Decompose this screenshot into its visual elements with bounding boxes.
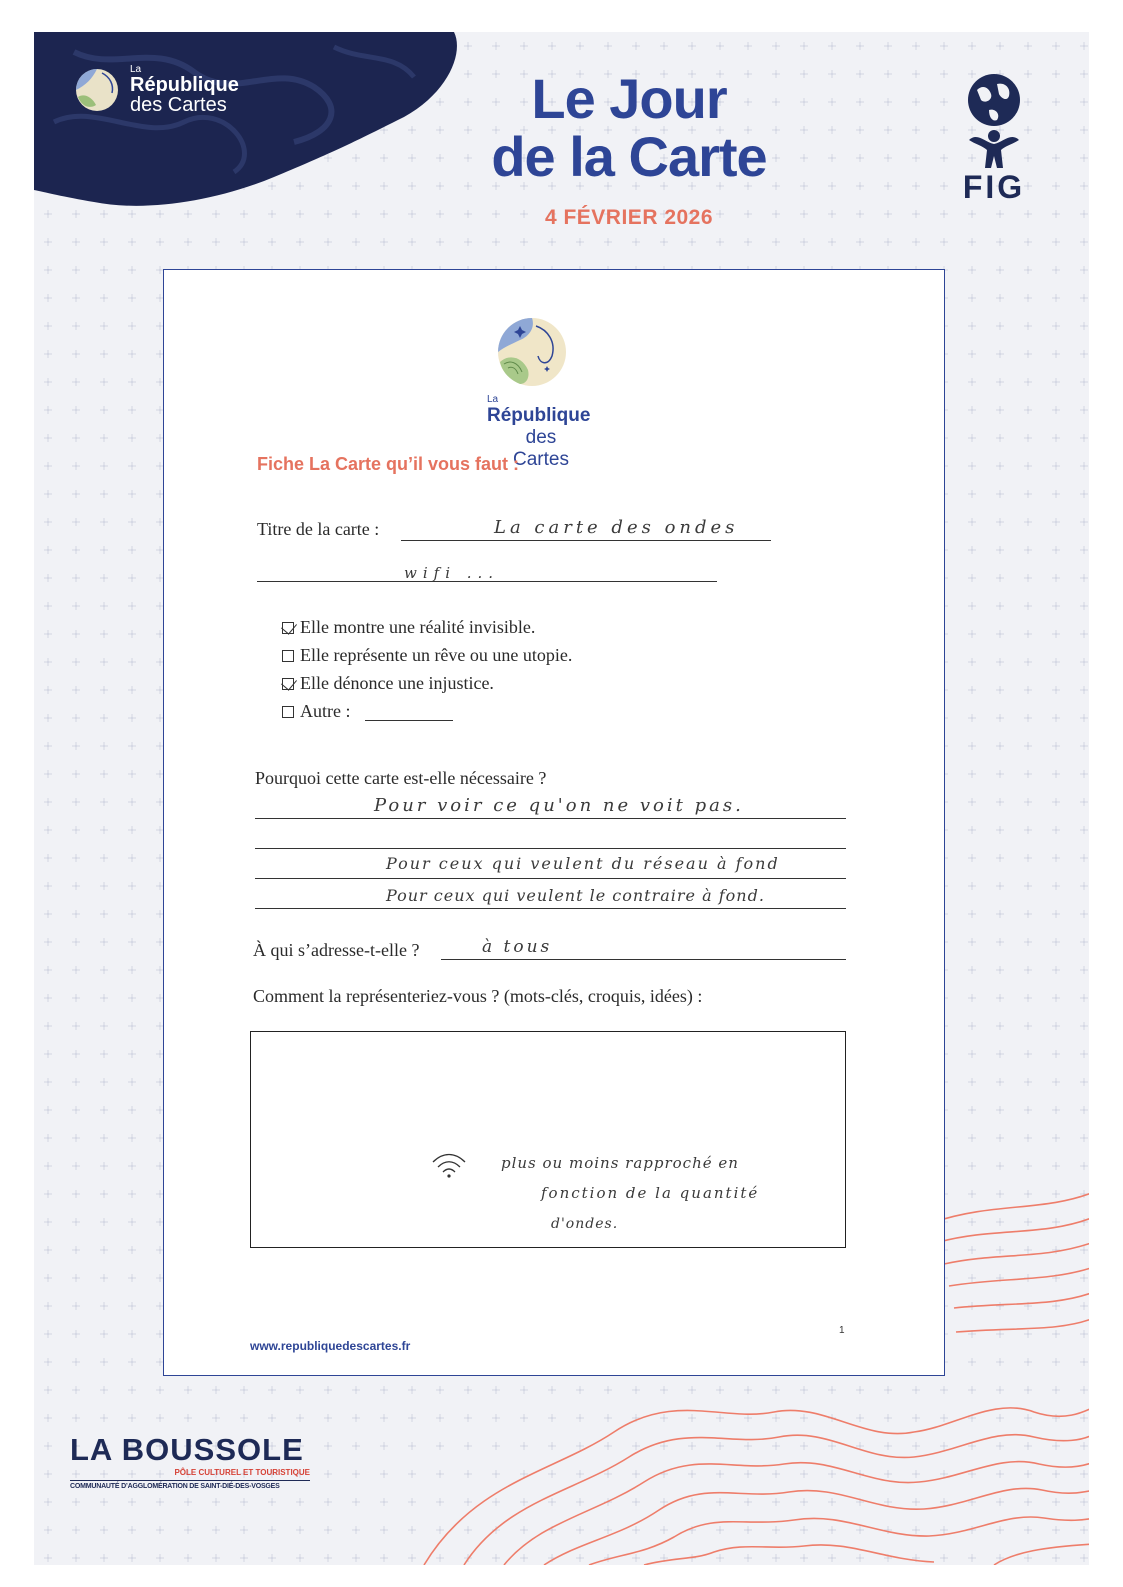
sketch-note-3: d'ondes. — [551, 1216, 619, 1232]
pourquoi-answer-3: Pour ceux qui veulent le contraire à fond. — [386, 886, 765, 905]
republique-globe-icon — [74, 67, 120, 113]
checkbox-realite-invisible[interactable] — [282, 622, 294, 634]
option-label: Elle dénonce une injustice. — [300, 673, 494, 693]
boussole-divider — [70, 1480, 310, 1481]
qui-label: À qui s’adresse-t-elle ? — [253, 940, 420, 960]
poster-title-line1: Le Jour — [531, 67, 727, 130]
navy-map-blob — [34, 32, 464, 212]
option-denonce-injustice[interactable] — [282, 673, 494, 694]
checkbox-autre[interactable] — [282, 706, 294, 718]
titre-value-1: La carte des ondes — [494, 517, 739, 538]
pourquoi-line-2 — [255, 848, 846, 849]
pourquoi-line-1 — [255, 818, 846, 819]
pourquoi-answer-2: Pour ceux qui veulent du réseau à fond — [386, 854, 780, 873]
la-boussole-logo — [70, 1432, 310, 1490]
option-reve-utopie[interactable] — [282, 645, 572, 666]
titre-label: Titre de la carte : — [257, 519, 380, 539]
header-logo-small: La — [130, 64, 142, 75]
pourquoi-line-4 — [255, 908, 846, 909]
option-label: Autre : — [300, 701, 351, 721]
fig-logo — [959, 70, 1029, 206]
titre-line-1 — [401, 540, 771, 541]
boussole-agglomeration: COMMUNAUTÉ D’AGGLOMÉRATION DE SAINT-DIÉ-DES-VOSGES — [70, 1483, 280, 1490]
poster-title-line2: de la Carte — [491, 125, 767, 188]
atlas-globe-icon — [959, 70, 1029, 170]
sheet-logo-small: La — [487, 394, 499, 405]
option-realite-invisible[interactable] — [282, 617, 535, 638]
poster-title — [444, 67, 814, 188]
qui-value: à tous — [482, 937, 553, 957]
header-logo-line2: des Cartes — [130, 94, 227, 116]
option-label: Elle montre une réalité invisible. — [300, 617, 536, 637]
titre-value-2: wifi ... — [404, 564, 500, 582]
website-link[interactable]: www.republiquedescartes.fr — [250, 1339, 411, 1353]
wifi-icon — [431, 1152, 467, 1178]
checkbox-denonce-injustice[interactable] — [282, 678, 294, 690]
pourquoi-answer-1: Pour voir ce qu'on ne voit pas. — [374, 795, 744, 816]
boussole-subtitle: PÔLE CULTUREL ET TOURISTIQUE — [174, 1468, 310, 1477]
autre-line — [365, 720, 453, 721]
qui-line — [441, 959, 846, 960]
option-label: Elle représente un rêve ou une utopie. — [300, 645, 573, 665]
header-logo-line1: République — [130, 74, 239, 96]
form-title: Fiche La Carte qu’il vous faut : — [257, 454, 520, 474]
sheet-republique-logo — [487, 316, 591, 471]
sketch-note-2: fonction de la quantité — [541, 1184, 760, 1202]
fig-label: FIG — [962, 169, 1026, 205]
header-republique-logo — [74, 65, 239, 115]
sheet-logo-line2: des Cartes — [513, 427, 569, 470]
pourquoi-label: Pourquoi cette carte est-elle nécessaire ? — [255, 768, 547, 788]
sketch-box — [250, 1031, 846, 1248]
sketch-note-1: plus ou moins rapproché en — [501, 1154, 739, 1172]
boussole-name: LA BOUSSOLE — [70, 1432, 304, 1467]
checkbox-reve-utopie[interactable] — [282, 650, 294, 662]
option-autre[interactable] — [282, 701, 350, 722]
form-sheet — [163, 269, 945, 1376]
event-date: 4 FÉVRIER 2026 — [544, 206, 714, 229]
page-number: 1 — [839, 1325, 845, 1336]
pourquoi-line-3 — [255, 878, 846, 879]
republique-globe-icon — [496, 316, 568, 388]
comment-label: Comment la représenteriez-vous ? (mots-clés, croquis, idées) : — [253, 986, 703, 1006]
sheet-logo-line1: République — [487, 405, 591, 426]
